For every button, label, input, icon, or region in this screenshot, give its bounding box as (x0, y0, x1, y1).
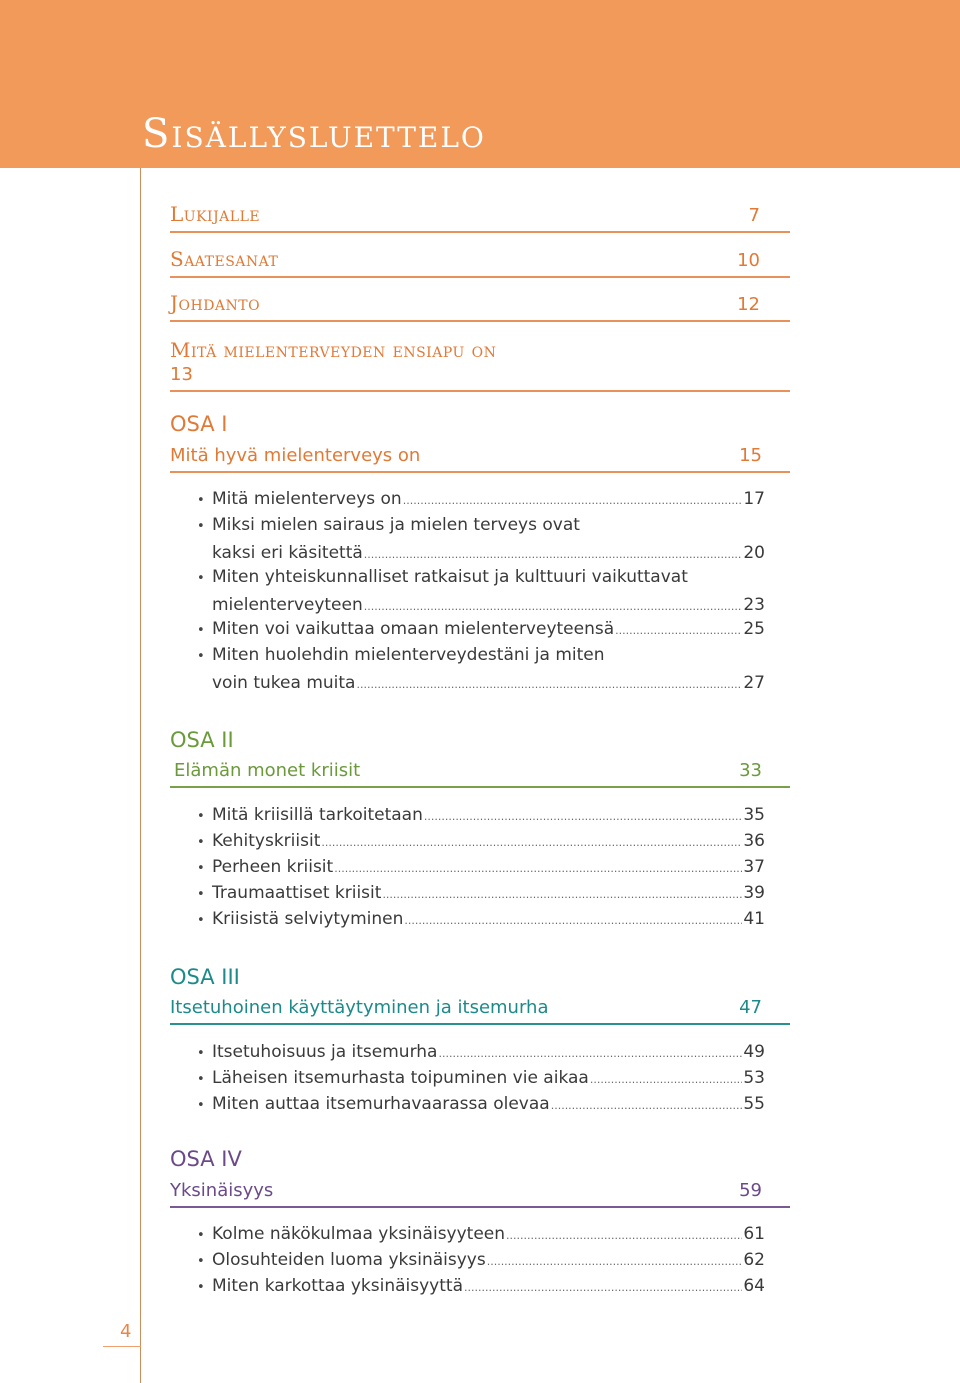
bullet-icon: • (197, 1280, 205, 1295)
dot-leader (438, 1039, 742, 1067)
vertical-rule (140, 168, 141, 1383)
subentry-page: 20 (743, 543, 765, 563)
part-title: Mitä hyvä mielenterveys on (170, 445, 421, 466)
toc-subentry[interactable] (197, 616, 765, 644)
subentry-text: Miten huolehdin mielenterveydestäni ja miten (212, 645, 605, 665)
part-title: Itsetuhoinen käyttäytyminen ja itsemurha (170, 997, 549, 1018)
toc-entry-page: 12 (737, 294, 760, 315)
part-page: 33 (739, 760, 762, 781)
toc-entry-page: 13 (170, 364, 193, 385)
toc-subentry[interactable] (197, 1065, 765, 1093)
toc-entry-saatesanat[interactable] (170, 246, 790, 278)
part-page: 59 (739, 1180, 762, 1201)
toc-entry-label: Johdanto (170, 291, 261, 315)
subentry-page: 41 (743, 909, 765, 929)
toc-subentry[interactable] (197, 1039, 765, 1067)
subentry-text: Miten voi vaikuttaa omaan mielenterveyteensä (212, 619, 615, 639)
toc-entry-page: 10 (737, 250, 760, 271)
subentry-text: Miten karkottaa yksinäisyyttä (212, 1276, 463, 1296)
page-title: Sisällysluettelo (142, 111, 486, 157)
dot-leader (506, 1221, 742, 1249)
toc-subentry[interactable] (197, 512, 765, 568)
page-number-rule (103, 1346, 141, 1347)
subentry-page: 39 (743, 883, 765, 903)
subentry-text: mielenterveyteen (212, 595, 363, 615)
subentry-page: 27 (743, 673, 765, 693)
bullet-icon: • (197, 571, 205, 586)
dot-leader (403, 486, 743, 514)
dot-leader (424, 802, 743, 830)
toc-subentry[interactable] (197, 1221, 765, 1249)
bullet-icon: • (197, 1228, 205, 1243)
part-heading-osa-4[interactable] (170, 1179, 790, 1208)
part-page: 15 (739, 445, 762, 466)
part-label-osa-2: OSA II (170, 728, 234, 752)
toc-entry-page: 7 (748, 205, 760, 226)
page-number: 4 (120, 1321, 132, 1342)
bullet-icon: • (197, 887, 205, 902)
part-page: 47 (739, 997, 762, 1018)
bullet-icon: • (197, 623, 205, 638)
subentry-text: Kehityskriisit (212, 831, 321, 851)
subentry-page: 37 (743, 857, 765, 877)
subentry-page: 49 (743, 1042, 765, 1062)
part-heading-osa-2[interactable] (170, 759, 790, 788)
part-title: Yksinäisyys (170, 1180, 274, 1201)
subentry-text: kaksi eri käsitettä (212, 543, 363, 563)
toc-entry-label: Lukijalle (170, 202, 261, 226)
toc-subentry[interactable] (197, 906, 765, 934)
subentry-page: 53 (743, 1068, 765, 1088)
part-label-osa-4: OSA IV (170, 1147, 242, 1171)
subentry-text: Miten auttaa itsemurhavaarassa olevaa (212, 1094, 550, 1114)
toc-subentry[interactable] (197, 802, 765, 830)
dot-leader (551, 1091, 743, 1119)
toc-entry-lukijalle[interactable] (170, 201, 790, 233)
dot-leader (615, 616, 742, 644)
subentry-text: Traumaattiset kriisit (212, 883, 382, 903)
part-label-osa-3: OSA III (170, 965, 240, 989)
bullet-icon: • (197, 493, 205, 508)
subentry-text: Kolme näkökulmaa yksinäisyyteen (212, 1224, 506, 1244)
bullet-icon: • (197, 1072, 205, 1087)
subentry-page: 64 (743, 1276, 765, 1296)
dot-leader (356, 670, 742, 698)
toc-subentry[interactable] (197, 880, 765, 908)
subentry-page: 36 (743, 831, 765, 851)
subentry-text: Mitä kriisillä tarkoitetaan (212, 805, 423, 825)
subentry-page: 61 (743, 1224, 765, 1244)
bullet-icon: • (197, 861, 205, 876)
toc-entry-ensiapu[interactable] (170, 336, 790, 392)
subentry-text: Perheen kriisit (212, 857, 334, 877)
subentry-page: 23 (743, 595, 765, 615)
subentry-page: 62 (743, 1250, 765, 1270)
toc-subentry[interactable] (197, 642, 765, 698)
subentry-page: 55 (743, 1094, 765, 1114)
toc-subentry[interactable] (197, 1247, 765, 1275)
bullet-icon: • (197, 649, 205, 664)
subentry-text: Läheisen itsemurhasta toipuminen vie aikaa (212, 1068, 589, 1088)
subentry-page: 35 (743, 805, 765, 825)
subentry-text: Miksi mielen sairaus ja mielen terveys ovat (212, 515, 580, 535)
dot-leader (382, 880, 742, 908)
dot-leader (487, 1247, 743, 1275)
dot-leader (464, 1273, 742, 1301)
dot-leader (404, 906, 742, 934)
subentry-page: 17 (743, 489, 765, 509)
bullet-icon: • (197, 835, 205, 850)
toc-subentry[interactable] (197, 486, 765, 514)
toc-subentry[interactable] (197, 564, 765, 620)
subentry-text: Olosuhteiden luoma yksinäisyys (212, 1250, 486, 1270)
bullet-icon: • (197, 809, 205, 824)
subentry-text: Mitä mielenterveys on (212, 489, 402, 509)
dot-leader (321, 828, 742, 856)
subentry-page: 25 (743, 619, 765, 639)
dot-leader (590, 1065, 743, 1093)
part-label-osa-1: OSA I (170, 412, 228, 436)
bullet-icon: • (197, 1046, 205, 1061)
bullet-icon: • (197, 913, 205, 928)
bullet-icon: • (197, 1254, 205, 1269)
toc-entry-johdanto[interactable] (170, 290, 790, 322)
subentry-text: Miten yhteiskunnalliset ratkaisut ja kulttuuri vaikuttavat (212, 567, 688, 587)
toc-subentry[interactable] (197, 854, 765, 882)
toc-subentry[interactable] (197, 1273, 765, 1301)
part-heading-osa-3[interactable] (170, 996, 790, 1025)
toc-entry-label: Saatesanat (170, 247, 279, 271)
subentry-text: voin tukea muita (212, 673, 356, 693)
part-heading-osa-1[interactable] (170, 444, 790, 473)
bullet-icon: • (197, 519, 205, 534)
toc-subentry[interactable] (197, 1091, 765, 1119)
subentry-text: Itsetuhoisuus ja itsemurha (212, 1042, 438, 1062)
subentry-text: Kriisistä selviytyminen (212, 909, 404, 929)
dot-leader (334, 854, 742, 882)
part-title: Elämän monet kriisit (174, 760, 361, 781)
toc-subentry[interactable] (197, 828, 765, 856)
toc-entry-label: Mitä mielenterveyden ensiapu on (170, 338, 497, 362)
bullet-icon: • (197, 1098, 205, 1113)
